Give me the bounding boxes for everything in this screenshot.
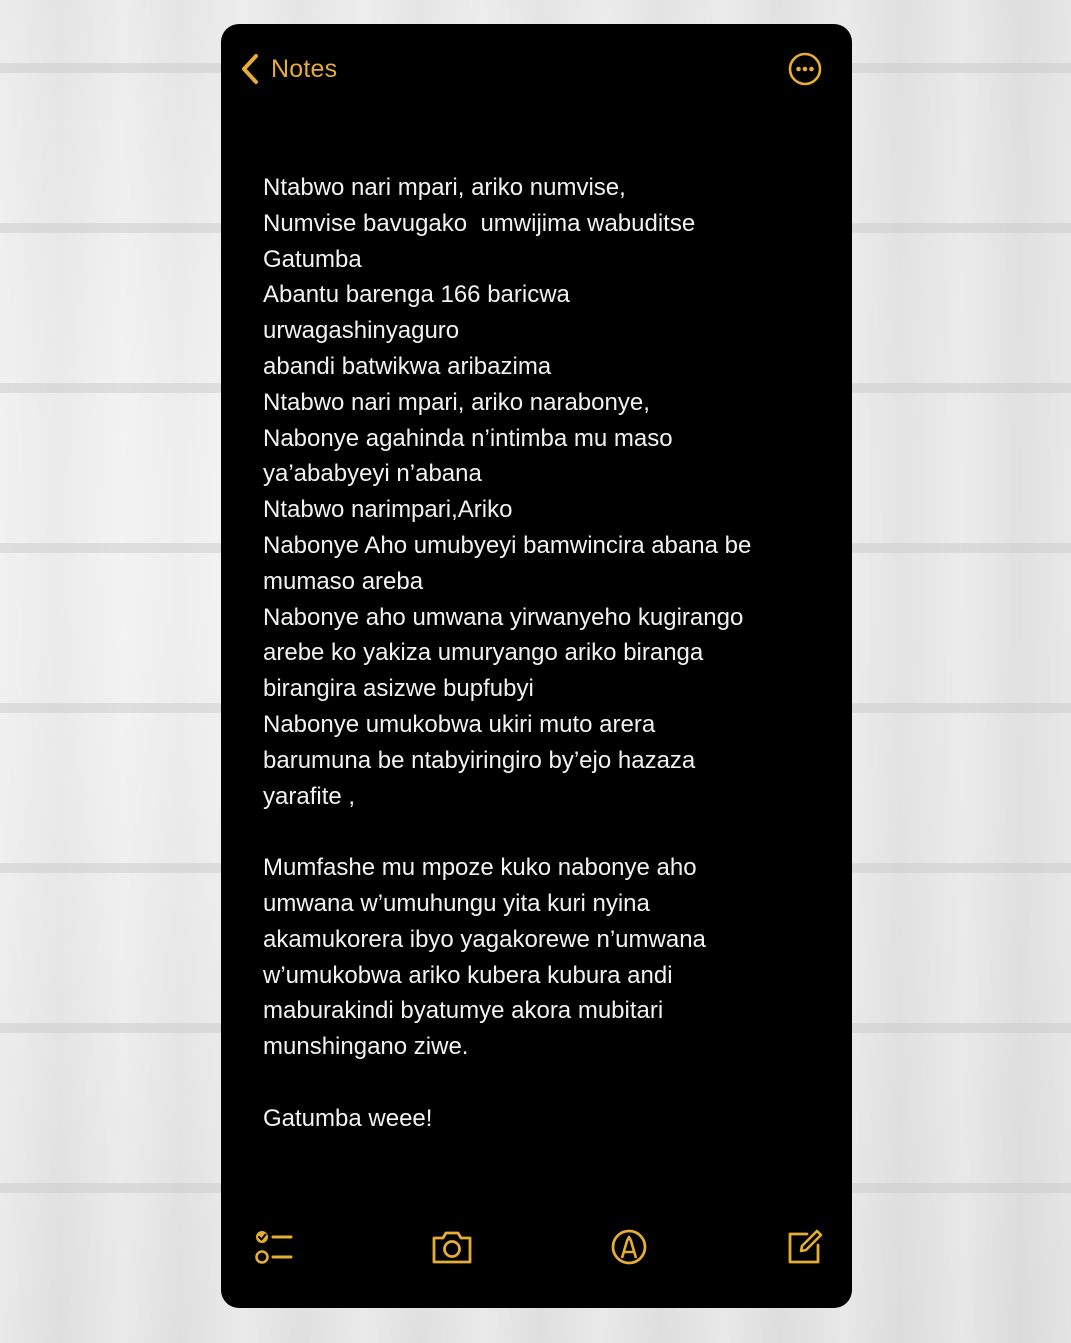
chevron-left-icon	[239, 52, 261, 86]
note-line: akamukorera ibyo yagakorewe n’umwana	[263, 925, 706, 953]
note-line: Ntabwo nari mpari, ariko narabonye,	[263, 388, 650, 416]
note-line: arebe ko yakiza umuryango ariko biranga	[263, 639, 704, 667]
note-line: Mumfashe mu mpoze kuko nabonye aho	[263, 854, 697, 882]
note-line: ya’ababyeyi n’abana	[263, 460, 482, 488]
notes-screen	[221, 24, 852, 1308]
note-line: barumuna be ntabyiringiro by’ejo hazaza	[263, 746, 696, 774]
note-line: Numvise bavugako umwijima wabuditse	[263, 209, 696, 237]
note-line: Nabonye Aho umubyeyi bamwincira abana be	[263, 531, 752, 559]
note-line: urwagashinyaguro	[263, 317, 460, 345]
note-line: birangira asizwe bupfubyi	[263, 675, 534, 703]
note-line: umwana w’umuhungu yita kuri nyina	[263, 889, 650, 917]
note-line: Nabonye umukobwa ukiri muto arera	[263, 710, 656, 738]
camera-button[interactable]	[429, 1224, 475, 1270]
note-line: Ntabwo narimpari,Ariko	[263, 496, 513, 524]
note-line: w’umukobwa ariko kubera kubura andi	[263, 961, 673, 989]
note-line: abandi batwikwa aribazima	[263, 352, 552, 380]
note-body[interactable]	[263, 170, 823, 1137]
note-line: munshingano ziwe.	[263, 1033, 469, 1061]
note-line: Gatumba	[263, 245, 362, 273]
markup-pen-icon	[606, 1224, 652, 1270]
note-line	[263, 1065, 823, 1101]
markup-button[interactable]	[606, 1224, 652, 1270]
note-line: Nabonye agahinda n’intimba mu maso	[263, 424, 673, 452]
camera-icon	[429, 1224, 475, 1270]
note-line: Abantu barenga 166 baricwa	[263, 281, 570, 309]
back-label: Notes	[271, 54, 338, 83]
bottom-toolbar	[221, 1224, 852, 1270]
back-button[interactable]	[239, 52, 337, 86]
note-line	[263, 814, 823, 850]
more-options-button[interactable]	[788, 52, 822, 86]
note-line: yarafite ,	[263, 782, 356, 810]
ellipsis-circle-icon	[788, 73, 822, 90]
note-line: Gatumba weee!	[263, 1104, 433, 1132]
checklist-icon	[251, 1224, 297, 1270]
note-line: Ntabwo nari mpari, ariko numvise,	[263, 174, 626, 201]
note-line: Nabonye aho umwana yirwanyeho kugirango	[263, 603, 744, 631]
note-line: maburakindi byatumye akora mubitari	[263, 997, 664, 1025]
navigation-bar	[221, 24, 852, 114]
note-line: mumaso areba	[263, 567, 424, 595]
compose-icon	[781, 1224, 827, 1270]
checklist-button[interactable]	[251, 1224, 297, 1270]
compose-button[interactable]	[781, 1224, 827, 1270]
